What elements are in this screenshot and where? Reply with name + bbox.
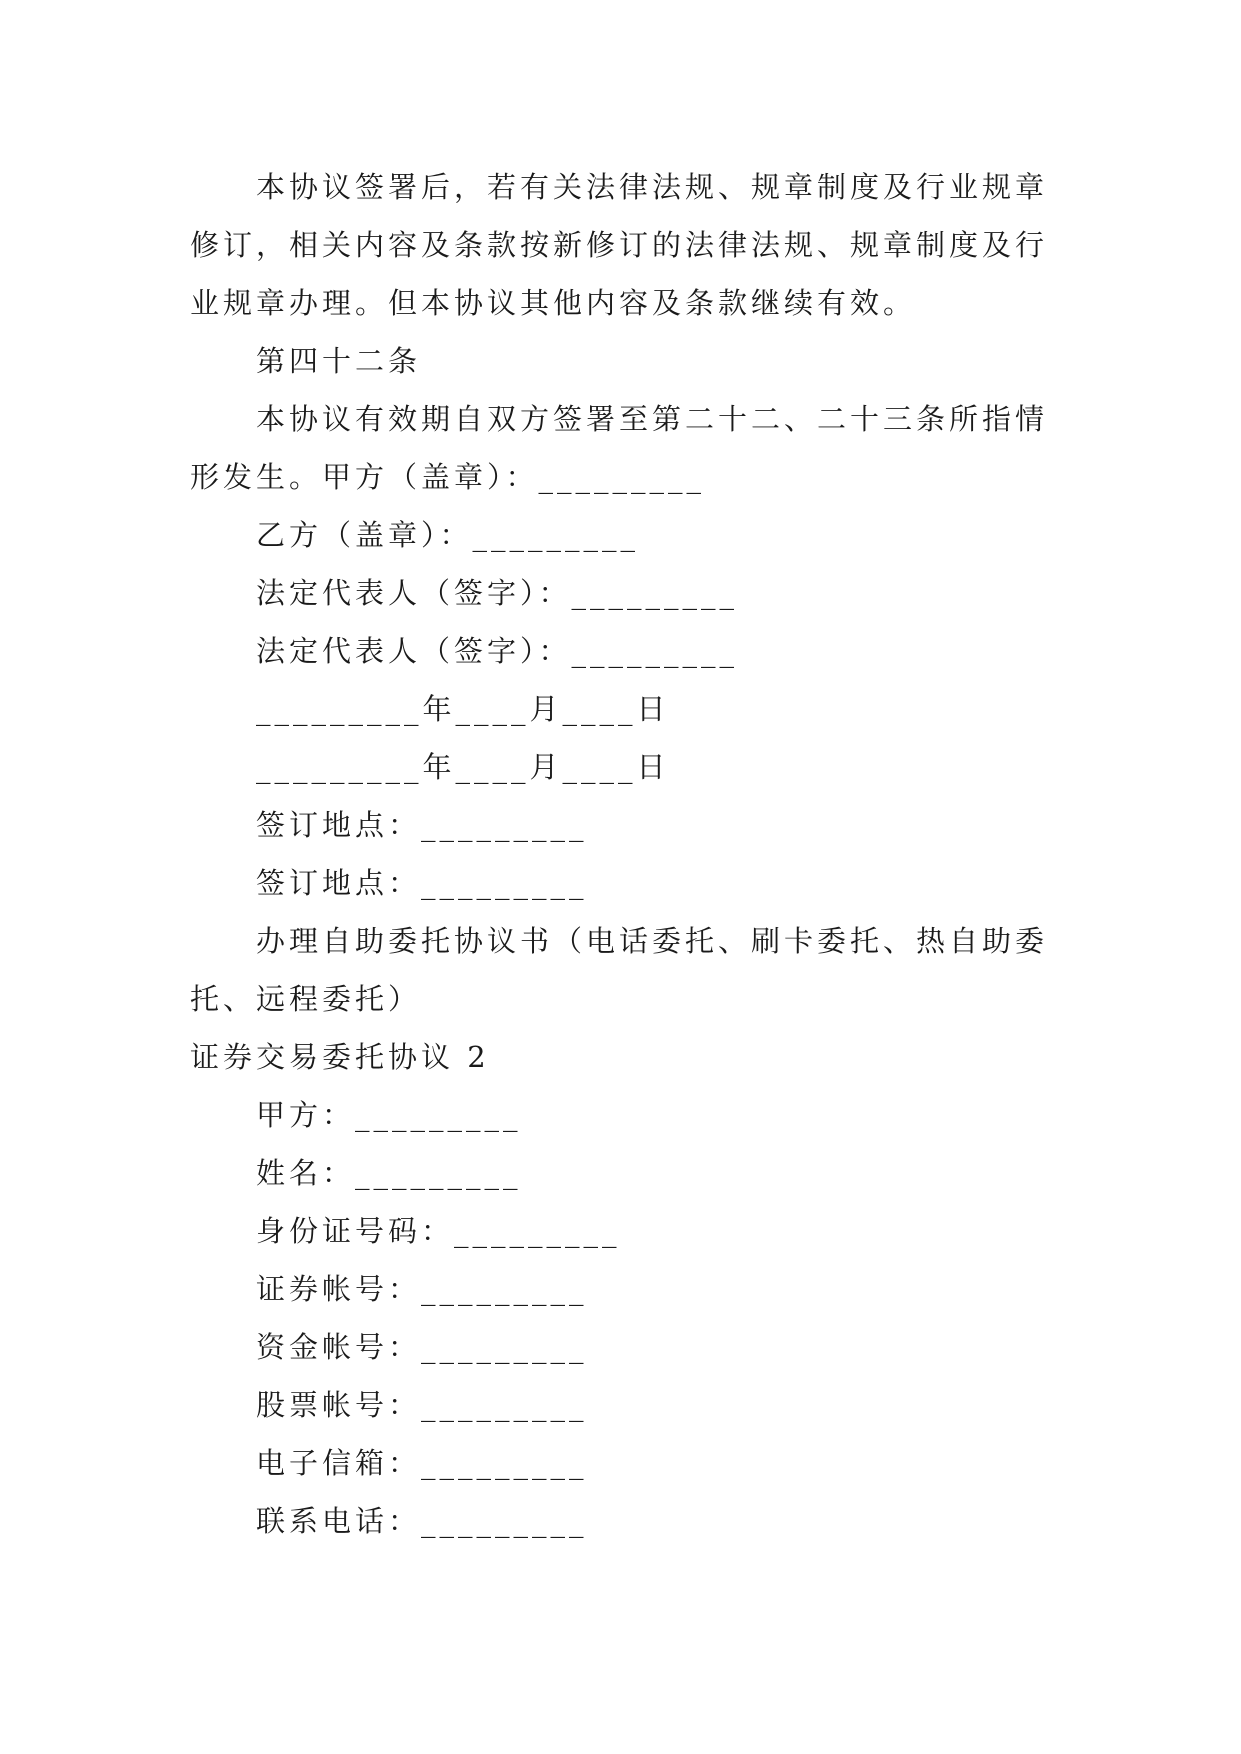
- form-party-a: 甲方：_________: [256, 1098, 522, 1132]
- form-securities-account: 证券帐号：_________: [256, 1272, 588, 1306]
- signing-place-line-2: 签订地点：_________: [256, 866, 588, 900]
- form-email: 电子信箱：_________: [256, 1446, 588, 1480]
- paragraph-amendment-clause: 本协议签署后，若有关法律法规、规章制度及行业规章修订，相关内容及条款按新修订的法律法规、规章制度及行业规章办理。但本协议其他内容及条款继续有效。: [190, 170, 1049, 320]
- legal-rep-sign-line-1: 法定代表人（签字）：_________: [256, 576, 739, 610]
- form-stock-account: 股票帐号：_________: [256, 1388, 588, 1422]
- date-line-2: _________年____月____日: [256, 750, 670, 784]
- paragraph-validity-period: 本协议有效期自双方签署至第二十二、二十三条所指情形发生。甲方（盖章）：_________: [190, 402, 1049, 494]
- signing-place-line-1: 签订地点：_________: [256, 808, 588, 842]
- form-fund-account: 资金帐号：_________: [256, 1330, 588, 1364]
- self-service-agreement-title: 办理自助委托协议书（电话委托、刷卡委托、热自助委托、远程委托）: [190, 924, 1049, 1016]
- article-42-heading: 第四十二条: [256, 344, 422, 378]
- date-line-1: _________年____月____日: [256, 692, 670, 726]
- party-b-seal-line: 乙方（盖章）：_________: [256, 518, 640, 552]
- form-phone: 联系电话：_________: [256, 1504, 588, 1538]
- legal-rep-sign-line-2: 法定代表人（签字）：_________: [256, 634, 739, 668]
- agreement-2-title: 证券交易委托协议 2: [190, 1040, 490, 1074]
- form-name: 姓名：_________: [256, 1156, 522, 1190]
- document-body: [190, 158, 1056, 1550]
- form-id-number: 身份证号码：_________: [256, 1214, 621, 1248]
